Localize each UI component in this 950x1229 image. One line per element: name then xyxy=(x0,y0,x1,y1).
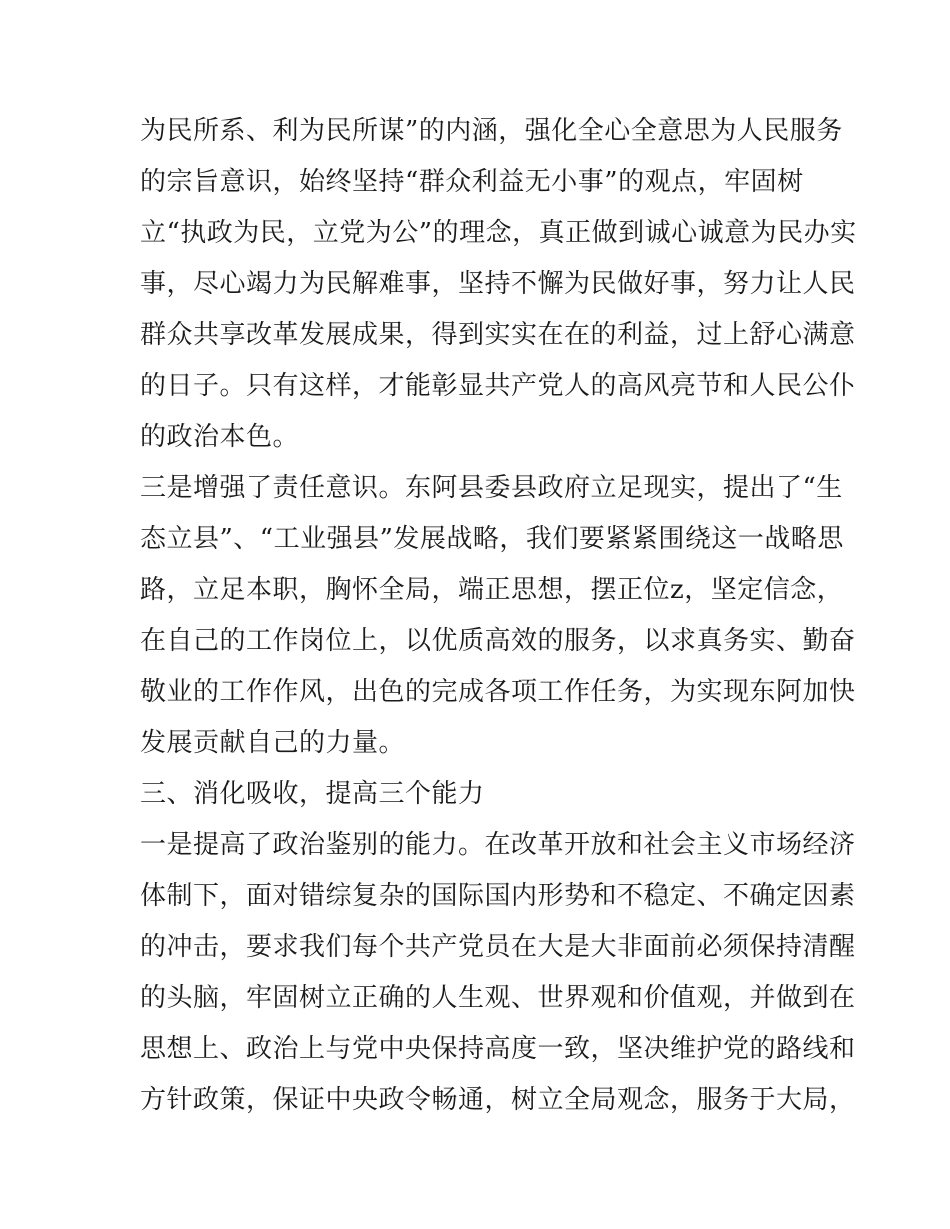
text-line: 的头脑，牢固树立正确的人生观、世界观和价值观，并做到在 xyxy=(140,983,856,1013)
text-line: 立“执政为民，立党为公”的理念，真正做到诚心诚意为民办实 xyxy=(140,218,857,248)
text-line: 路，立足本职，胸怀全局，端正思想，摆正位z，坚定信念， xyxy=(140,575,844,605)
text-line: 在自己的工作岗位上，以优质高效的服务，以求真务实、勤奋 xyxy=(140,626,856,656)
text-line: 思想上、政治上与党中央保持高度一致，坚决维护党的路线和 xyxy=(140,1034,856,1064)
text-line: 敬业的工作作风，出色的完成各项工作任务，为实现东阿加快 xyxy=(140,677,856,707)
text-line: 一是提高了政治鉴别的能力。在改革开放和社会主义市场经济 xyxy=(140,830,856,860)
text-line: 的冲击，要求我们每个共产党员在大是大非面前必须保持清醒 xyxy=(140,932,856,962)
section-heading: 三、消化吸收，提高三个能力 xyxy=(140,779,485,809)
text-line: 态立县”、“工业强县”发展战略，我们要紧紧围绕这一战略思 xyxy=(140,524,844,554)
text-line: 体制下，面对错综复杂的国际国内形势和不稳定、不确定因素 xyxy=(140,881,856,911)
text-line: 事，尽心竭力为民解难事，坚持不懈为民做好事，努力让人民 xyxy=(140,269,856,299)
text-line: 群众共享改革发展成果，得到实实在在的利益，过上舒心满意 xyxy=(140,320,856,350)
text-line: 三是增强了责任意识。东阿县委县政府立足现实，提出了“生 xyxy=(140,473,843,503)
text-line: 为民所系、利为民所谋”的内涵，强化全心全意思为人民服务 xyxy=(140,116,843,146)
text-line: 发展贡献自己的力量。 xyxy=(140,728,406,758)
document-body xyxy=(140,106,857,1126)
text-line: 的宗旨意识，始终坚持“群众利益无小事”的观点，牢固树 xyxy=(140,167,804,197)
text-line: 方针政策，保证中央政令畅通，树立全局观念，服务于大局， xyxy=(140,1085,856,1115)
text-line: 的政治本色。 xyxy=(140,422,300,452)
text-line: 的日子。只有这样，才能彰显共产党人的高风亮节和人民公仆 xyxy=(140,371,856,401)
